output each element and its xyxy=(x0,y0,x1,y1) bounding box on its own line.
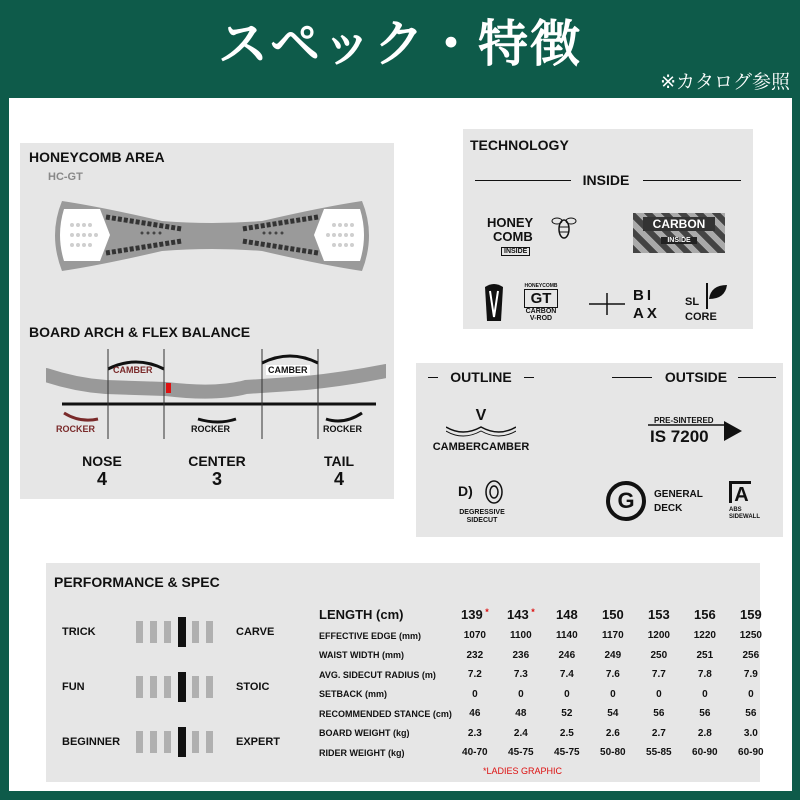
table-cell: 0 xyxy=(656,688,662,700)
board-honeycomb-diagram xyxy=(42,195,382,277)
rocker-label: ROCKER xyxy=(323,424,363,434)
row-label: SETBACK (mm) xyxy=(319,689,388,700)
table-row xyxy=(309,743,774,763)
degressive-icon: D) xyxy=(458,483,473,499)
is7200-top: PRE-SINTERED xyxy=(654,416,714,425)
table-cell: 0 xyxy=(472,688,478,700)
catalog-note: ※カタログ参照 xyxy=(660,71,790,93)
length-value: 143 * xyxy=(506,606,535,622)
balance-right-label: CARVE xyxy=(236,626,275,638)
vcamber-wave-icon xyxy=(446,423,516,439)
balance-left-label: BEGINNER xyxy=(62,736,121,748)
biax-cross-icon xyxy=(589,291,625,317)
carbon-inside-logo xyxy=(633,213,725,253)
page-title: スペック・特徴 xyxy=(218,15,582,73)
vcamber-v: V xyxy=(475,407,487,424)
outline-divider-line xyxy=(524,377,534,378)
length-value: 150 xyxy=(601,606,624,622)
table-cell: 251 xyxy=(696,649,714,661)
balance-left-label: FUN xyxy=(62,681,85,693)
balance-scale xyxy=(136,672,216,704)
biax-logo-line2: AX xyxy=(633,305,660,322)
table-cell: 45-75 xyxy=(508,747,534,759)
table-cell: 249 xyxy=(604,649,622,661)
honeycomb-title: HONEYCOMB AREA xyxy=(29,149,165,165)
abs-line2: SIDEWALL xyxy=(729,514,760,520)
table-row xyxy=(309,724,774,744)
table-cell: 60-90 xyxy=(738,747,764,759)
table-row xyxy=(309,646,774,666)
table-cell: 46 xyxy=(469,708,481,720)
table-cell: 250 xyxy=(650,649,668,661)
balance-segment xyxy=(206,621,213,643)
technology-title: TECHNOLOGY xyxy=(470,137,569,153)
table-cell: 0 xyxy=(564,688,570,700)
gt-logo-top: HONEYCOMB xyxy=(524,283,558,289)
table-row xyxy=(309,704,774,724)
honeycomb-logo-line1: HONEY xyxy=(487,215,534,230)
outside-label: OUTSIDE xyxy=(664,369,728,385)
table-cell: 2.6 xyxy=(605,727,620,739)
table-cell: 45-75 xyxy=(554,747,580,759)
board-arch-title: BOARD ARCH & FLEX BALANCE xyxy=(29,324,251,340)
outline-label: OUTLINE xyxy=(450,369,512,385)
outside-divider-line xyxy=(738,377,776,378)
balance-segment xyxy=(164,676,171,698)
table-cell: 232 xyxy=(466,649,484,661)
row-label: EFFECTIVE EDGE (mm) xyxy=(319,630,422,641)
row-label: AVG. SIDECUT RADIUS (m) xyxy=(319,669,436,680)
vcamber-text: CAMBERCAMBER xyxy=(432,441,530,453)
outline-divider-line xyxy=(428,377,438,378)
table-cell: 7.3 xyxy=(513,669,528,681)
abs-line1: ABS xyxy=(729,507,742,513)
balance-segment xyxy=(206,731,213,753)
balance-marker xyxy=(178,727,186,757)
rocker-label: ROCKER xyxy=(191,424,231,434)
balance-right-label: EXPERT xyxy=(236,736,281,748)
table-cell: 1170 xyxy=(601,630,624,642)
table-cell: 7.9 xyxy=(743,669,758,681)
slcore-logo-line2: CORE xyxy=(685,311,717,323)
inside-divider-line xyxy=(475,180,571,181)
header-banner xyxy=(0,0,800,97)
balance-segment xyxy=(206,676,213,698)
table-cell: 0 xyxy=(518,688,524,700)
table-cell: 52 xyxy=(561,708,573,720)
abs-icon: A xyxy=(729,481,751,503)
general-deck-line2: DECK xyxy=(654,503,683,514)
rocker-label: ROCKER xyxy=(56,424,96,434)
balance-segment xyxy=(136,676,143,698)
inside-divider-line xyxy=(643,180,741,181)
gt-logo xyxy=(518,283,564,329)
balance-segment xyxy=(164,621,171,643)
gt-logo-sub1: CARBON xyxy=(525,308,557,315)
balance-segment xyxy=(150,731,157,753)
balance-segment xyxy=(150,676,157,698)
table-cell: 56 xyxy=(699,708,711,720)
table-cell: 246 xyxy=(558,649,576,661)
table-cell: 7.4 xyxy=(559,669,574,681)
inside-label: INSIDE xyxy=(582,172,630,188)
table-cell: 7.6 xyxy=(605,669,620,681)
zone-center-value: 3 xyxy=(211,469,222,489)
length-row xyxy=(309,602,774,626)
table-cell: 2.7 xyxy=(651,727,666,739)
carbon-logo-main: CARBON xyxy=(643,217,715,231)
table-cell: 0 xyxy=(748,688,754,700)
carbon-logo-sub: INSIDE xyxy=(661,237,697,244)
is7200-main: IS 7200 xyxy=(650,427,709,446)
table-cell: 56 xyxy=(745,708,757,720)
leaf-icon xyxy=(701,281,731,309)
honeycomb-subtitle: HC-GT xyxy=(48,171,83,183)
table-cell: 7.8 xyxy=(697,669,712,681)
length-value: 148 xyxy=(555,606,578,622)
table-cell: 54 xyxy=(607,708,619,720)
ladies-graphic-note: *LADIES GRAPHIC xyxy=(483,766,563,776)
table-cell: 1250 xyxy=(739,630,762,642)
technology-panel xyxy=(463,129,753,329)
balance-segment xyxy=(150,621,157,643)
length-value: 159 xyxy=(739,606,762,622)
outside-divider-line xyxy=(612,377,652,378)
bee-icon xyxy=(551,213,577,243)
outline-outside-panel xyxy=(416,363,783,537)
honeycomb-logo-line2: COMB xyxy=(493,229,533,244)
length-value: 139 * xyxy=(460,606,489,622)
board-panel xyxy=(20,143,394,499)
table-row xyxy=(309,665,774,685)
balance-segment xyxy=(192,731,199,753)
zone-nose-label: NOSE xyxy=(82,453,122,469)
balance-scale xyxy=(136,617,216,649)
balance-segment xyxy=(192,621,199,643)
degressive-line2: SIDECUT xyxy=(466,517,498,524)
table-cell: 56 xyxy=(653,708,665,720)
camber-label: CAMBER xyxy=(268,365,308,375)
camber-label: CAMBER xyxy=(113,365,153,375)
gt-logo-main: GT xyxy=(524,289,558,308)
table-cell: 55-85 xyxy=(646,747,672,759)
table-cell: 1220 xyxy=(693,630,716,642)
table-cell: 1070 xyxy=(463,630,486,642)
table-cell: 2.8 xyxy=(697,727,712,739)
balance-segment xyxy=(136,731,143,753)
table-cell: 256 xyxy=(742,649,760,661)
row-label: RIDER WEIGHT (kg) xyxy=(319,747,405,758)
balance-marker xyxy=(178,672,186,702)
table-cell: 2.5 xyxy=(559,727,574,739)
balance-segment xyxy=(136,621,143,643)
row-label: WAIST WIDTH (mm) xyxy=(319,650,404,661)
balance-right-label: STOIC xyxy=(236,681,270,693)
table-cell: 1100 xyxy=(509,630,532,642)
ladies-star: * xyxy=(482,606,489,617)
table-cell: 3.0 xyxy=(743,727,758,739)
degressive-line1: DEGRESSIVE xyxy=(459,509,505,516)
general-deck-icon: G xyxy=(606,481,646,521)
carbon-rod-icon xyxy=(481,281,507,327)
honeycomb-inside-logo xyxy=(483,209,583,269)
balance-left-label: TRICK xyxy=(62,626,96,638)
balance-marker xyxy=(178,617,186,647)
table-cell: 48 xyxy=(515,708,527,720)
zone-nose-value: 4 xyxy=(96,469,107,489)
balance-scale xyxy=(136,727,216,759)
gt-logo-sub2: V-ROD xyxy=(529,315,553,322)
table-cell: 236 xyxy=(512,649,530,661)
length-value: 153 xyxy=(647,606,670,622)
table-cell: 1200 xyxy=(647,630,670,642)
zone-tail-value: 4 xyxy=(333,469,344,489)
zone-tail-label: TAIL xyxy=(323,453,355,469)
table-row xyxy=(309,626,774,646)
slcore-logo-line1: SL xyxy=(685,296,700,308)
sidecut-icon xyxy=(482,479,506,505)
ladies-star: * xyxy=(528,606,535,617)
table-cell: 7.7 xyxy=(651,669,666,681)
table-cell: 0 xyxy=(702,688,708,700)
biax-logo-line1: BI xyxy=(633,287,654,304)
table-cell: 2.4 xyxy=(513,727,528,739)
table-row xyxy=(309,685,774,705)
table-cell: 7.2 xyxy=(467,669,482,681)
row-label: BOARD WEIGHT (kg) xyxy=(319,728,410,739)
zone-center-label: CENTER xyxy=(188,453,246,469)
balance-segment xyxy=(164,731,171,753)
length-value: 156 xyxy=(693,606,716,622)
table-cell: 2.3 xyxy=(467,727,482,739)
table-cell: 0 xyxy=(610,688,616,700)
general-deck-line1: GENERAL xyxy=(654,489,703,500)
table-cell: 40-70 xyxy=(462,747,488,759)
table-cell: 60-90 xyxy=(692,747,718,759)
length-label: LENGTH (cm) xyxy=(319,606,404,622)
spec-table xyxy=(309,602,774,763)
table-cell: 50-80 xyxy=(600,747,626,759)
balance-segment xyxy=(192,676,199,698)
table-cell: 1140 xyxy=(555,630,578,642)
honeycomb-logo-sub: INSIDE xyxy=(501,247,530,256)
performance-title: PERFORMANCE & SPEC xyxy=(54,574,220,590)
row-label: RECOMMENDED STANCE (cm) xyxy=(319,708,452,719)
